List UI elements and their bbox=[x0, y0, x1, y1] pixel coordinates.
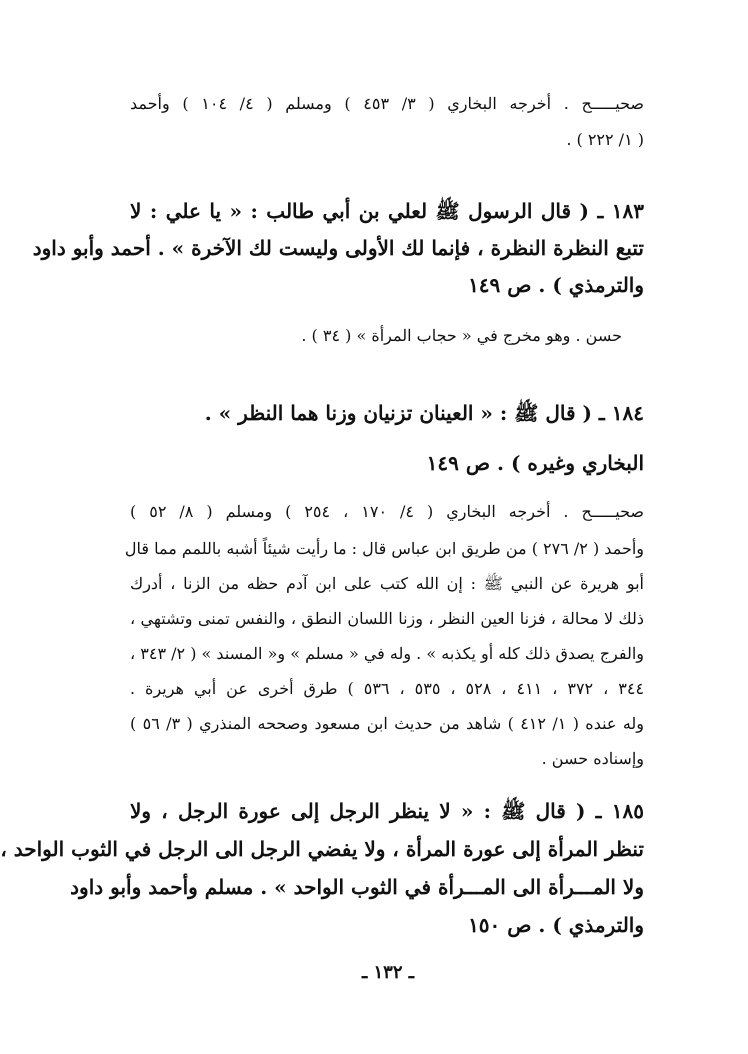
hadith-183-line: تتبع النظرة النظرة ، فإنما لك الأولى وليست لك الآخرة » . أحمد وأبو داود bbox=[32, 236, 644, 260]
hadith-183-line: ١٨٣ ـ ( قال الرسول ﷺ لعلي بن أبي طالب : « يا علي : لا bbox=[130, 199, 644, 223]
hadith-185-line: والترمذي ) . ص ١٥٠ bbox=[468, 913, 644, 937]
page-number: ـ ١٣٢ ـ bbox=[361, 962, 415, 983]
grade-text-line: ( ١/ ٢٢٢ ) . bbox=[566, 130, 644, 149]
grade-text-line: وأحمد ( ٢/ ٢٧٦ ) من طريق ابن عباس قال : ما رأيت شيئاً أشبه باللمم مما قال bbox=[124, 539, 644, 558]
grade-text-line: وله عنده ( ١/ ٤١٢ ) شاهد من حديث ابن مسعود وصححه المنذري ( ٣/ ٥٦ ) bbox=[130, 714, 645, 733]
hadith-183-line: والترمذي ) . ص ١٤٩ bbox=[468, 273, 644, 297]
grade-text-line: ٣٤٤ ، ٣٧٢ ، ٤١١ ، ٥٢٨ ، ٥٣٥ ، ٥٣٦ ) طرق أخرى عن أبي هريرة . bbox=[130, 679, 645, 698]
grade-text-line: صحيـــــح . أخرجه البخاري ( ٤/ ١٧٠ ، ٢٥٤ ) ومسلم ( ٨/ ٥٢ ) bbox=[130, 502, 644, 521]
grade-text-line: ذلك لا محالة ، فزنا العين النظر ، وزنا اللسان النطق ، والنفس تمنى وتشتهي ، bbox=[130, 609, 644, 628]
grade-text-line: وإسناده حسن . bbox=[541, 749, 644, 768]
hadith-185-line: ولا المـــرأة الى المـــرأة في الثوب الواحد » . مسلم وأحمد وأبو داود bbox=[70, 875, 644, 899]
hadith-184-line: ١٨٤ ـ ( قال ﷺ : « العينان تزنيان وزنا هما النظر » . bbox=[204, 401, 644, 425]
hadith-185-line: ١٨٥ ـ ( قال ﷺ : « لا ينظر الرجل إلى عورة الرجل ، ولا bbox=[130, 799, 644, 823]
hadith-183-grade: حسن . وهو مخرج في « حجاب المرأة » ( ٣٤ ) . bbox=[301, 326, 622, 345]
hadith-185-line: تنظر المرأة إلى عورة المرأة ، ولا يفضي الرجل الى الرجل في الثوب الواحد ، bbox=[0, 837, 644, 861]
grade-text-line: صحيـــــح . أخرجه البخاري ( ٣/ ٤٥٣ ) ومسلم ( ٤/ ١٠٤ ) وأحمد bbox=[130, 94, 644, 113]
grade-text-line: أبو هريرة عن النبي ﷺ : إن الله كتب على ابن آدم حظه من الزنا ، أدرك bbox=[130, 574, 644, 593]
hadith-184-line: البخاري وغيره ) . ص ١٤٩ bbox=[426, 451, 644, 475]
grade-text-line: والفرج يصدق ذلك كله أو يكذبه » . وله في « مسلم » و« المسند » ( ٢/ ٣٤٣ ، bbox=[130, 644, 644, 663]
